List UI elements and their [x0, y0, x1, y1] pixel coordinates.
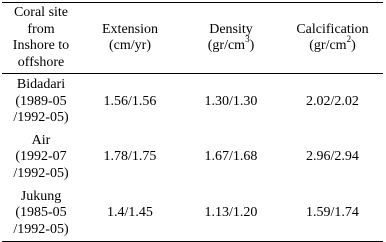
- extension-cell: 1.56/1.56: [103, 93, 157, 109]
- site-period-end: /1992-05): [13, 110, 69, 125]
- site-period-end: /1992-05): [13, 221, 69, 237]
- site-cell: [2, 130, 80, 186]
- header-coral-site: [2, 3, 80, 74]
- extension-cell: 1.4/1.45: [80, 186, 180, 242]
- site-name: Air: [31, 132, 51, 148]
- header-site-line: Coral site: [13, 5, 69, 20]
- header-extension-unit: (cm/yr): [109, 38, 151, 53]
- header-calcification-unit-exponent: 2: [346, 34, 352, 45]
- table-row: [2, 186, 383, 242]
- site-period-start: (1985-05: [15, 205, 67, 220]
- density-cell: 1.30/1.30: [204, 93, 258, 109]
- extension-cell: 1.78/1.75: [103, 149, 157, 165]
- site-period-end: /1992-05): [13, 165, 69, 181]
- header-extension-name: Extension: [102, 21, 158, 37]
- header-calcification-unit-pre: (gr/cm: [309, 38, 347, 53]
- site-period-start: (1992-07: [15, 149, 67, 165]
- site-cell: [2, 74, 80, 130]
- table-row: [2, 74, 383, 130]
- header-site-line: offshore: [17, 54, 65, 70]
- site-period-start: (1989-05: [15, 93, 67, 109]
- header-calcification-unit-post: ): [351, 38, 356, 53]
- header-density-unit-pre: (gr/cm: [207, 38, 246, 53]
- table-body: [2, 74, 383, 242]
- calcification-cell: 2.96/2.94: [306, 149, 359, 165]
- coral-growth-table: [2, 2, 383, 242]
- header-calcification-unit: [282, 34, 383, 55]
- header-density-unit-post: ): [249, 38, 255, 53]
- density-cell: 1.67/1.68: [204, 149, 258, 165]
- header-calcification-name: Calcification: [296, 21, 369, 37]
- header-density-unit: [180, 34, 282, 55]
- header-extension: [80, 3, 180, 74]
- calcification-cell: 1.59/1.74: [282, 186, 383, 242]
- table-header: [2, 3, 383, 74]
- header-density-name: Density: [209, 21, 253, 37]
- header-calcification: [282, 3, 383, 74]
- header-density-unit-exponent: 3: [245, 34, 250, 45]
- calcification-cell: 2.02/2.02: [306, 93, 359, 109]
- header-site-line: from: [27, 21, 55, 37]
- site-name: Bidadari: [16, 77, 66, 92]
- header-density: [180, 3, 282, 74]
- site-name: Jukung: [20, 188, 62, 204]
- site-cell: [2, 186, 80, 242]
- table-row: [2, 130, 383, 186]
- header-row: [2, 3, 383, 74]
- density-cell: 1.13/1.20: [180, 186, 282, 242]
- header-site-line: Inshore to: [12, 38, 70, 53]
